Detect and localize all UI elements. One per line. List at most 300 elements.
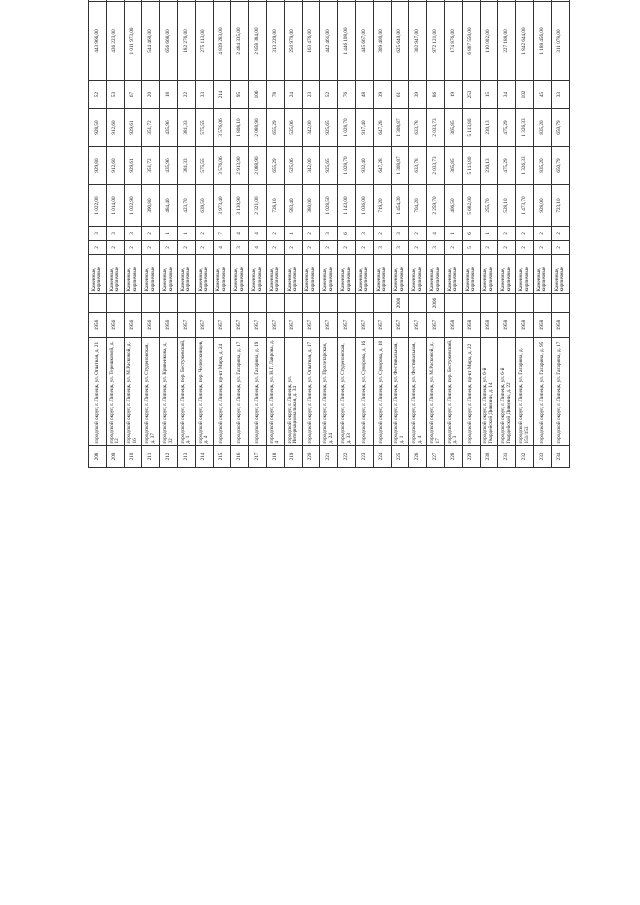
cell-cost: 443 966,00	[89, 2, 107, 81]
cell-year2	[213, 294, 231, 313]
cell-year2	[266, 294, 284, 313]
cell-cost: 313 229,00	[266, 2, 284, 81]
cell-c1	[106, 0, 124, 2]
cell-area-living: 342,00	[302, 147, 320, 185]
cell-address: городской округ, г. Липецк, ул. 6-й Гвардейской Дивизии, д. 22	[498, 338, 516, 446]
cell-year: 1957	[177, 313, 195, 338]
cell-area-res: 633,78	[409, 109, 427, 147]
cell-floors: 2	[266, 241, 284, 255]
cell-floors: 5	[462, 241, 480, 255]
table-body	[89, 0, 570, 468]
cell-year2: 2006	[427, 294, 445, 313]
cell-no: 215	[213, 446, 231, 468]
cell-area-living: 381,33	[177, 147, 195, 185]
table-row	[409, 0, 427, 468]
cell-area-living: 1 308,87	[391, 147, 409, 185]
cell-c1	[462, 0, 480, 2]
cell-residents: 106	[249, 81, 267, 109]
cell-year: 1956	[106, 313, 124, 338]
cell-year: 1956	[160, 313, 178, 338]
cell-residents: 20	[142, 81, 160, 109]
cell-no: 224	[373, 446, 391, 468]
cell-area-res: 1 808,10	[231, 109, 249, 147]
cell-wall: Каменные, кирпичные	[320, 255, 338, 294]
cell-wall: Каменные, кирпичные	[551, 255, 569, 294]
cell-area-living: 3 576,06	[213, 147, 231, 185]
cell-no: 222	[338, 446, 356, 468]
cell-address: городской округ, г. Липецк, ул. М.Расковой, д. 16	[124, 338, 142, 446]
cell-area-living: 650,79	[551, 147, 569, 185]
cell-area-total: 3 973,40	[213, 185, 231, 227]
cell-entrances: 6	[338, 227, 356, 241]
cell-residents: 61	[391, 81, 409, 109]
cell-floors: 3	[427, 241, 445, 255]
cell-year: 1958	[516, 313, 534, 338]
table-row	[516, 0, 534, 468]
cell-entrances: 4	[249, 227, 267, 241]
cell-c1	[444, 0, 462, 2]
cell-no: 230	[480, 446, 498, 468]
cell-wall: Каменные, кирпичные	[160, 255, 178, 294]
cell-year2	[480, 294, 498, 313]
cell-residents: 34	[498, 81, 516, 109]
cell-residents: 18	[160, 81, 178, 109]
cell-wall: Каменные, кирпичные	[391, 255, 409, 294]
cell-floors: 2	[124, 241, 142, 255]
cell-area-total: 5 682,00	[462, 185, 480, 227]
cell-no: 216	[231, 446, 249, 468]
cell-floors: 2	[89, 241, 107, 255]
cell-area-res: 2 033,73	[427, 109, 445, 147]
cell-address: городской округ, г. Липецк, ул. Гагарина, д. 17	[551, 338, 569, 446]
cell-area-total: 639,50	[195, 185, 213, 227]
cell-no: 212	[160, 446, 178, 468]
cell-area-res: 575,55	[195, 109, 213, 147]
cell-wall: Каменные, кирпичные	[444, 255, 462, 294]
cell-year: 1957	[195, 313, 213, 338]
cell-floors: 2	[355, 241, 373, 255]
cell-area-total: 423,70	[177, 185, 195, 227]
table-row	[498, 0, 516, 468]
cell-area-total: 1 473,70	[516, 185, 534, 227]
cell-no: 218	[266, 446, 284, 468]
cell-year2	[355, 294, 373, 313]
cell-entrances: 4	[427, 227, 445, 241]
cell-residents: 15	[480, 81, 498, 109]
cell-c1	[533, 0, 551, 2]
table-row	[551, 0, 569, 468]
cell-no: 234	[551, 446, 569, 468]
cell-no: 220	[302, 446, 320, 468]
table-row	[89, 0, 107, 468]
table-row	[124, 0, 142, 468]
cell-no: 208	[89, 446, 107, 468]
cell-address: городской округ, г. Липецк, ул. Гагарина, д. 17	[231, 338, 249, 446]
cell-year2	[160, 294, 178, 313]
cell-area-total: 484,40	[160, 185, 178, 227]
cell-area-total: 528,10	[498, 185, 516, 227]
cell-c1	[195, 0, 213, 2]
cell-area-total: 704,20	[409, 185, 427, 227]
cell-year: 1957	[302, 313, 320, 338]
cell-cost: 1 446 108,00	[338, 2, 356, 81]
cell-area-res: 525,06	[284, 109, 302, 147]
cell-area-res: 1 028,70	[338, 109, 356, 147]
cell-wall: Каменные, кирпичные	[480, 255, 498, 294]
cell-wall: Каменные, кирпичные	[516, 255, 534, 294]
cell-area-total: 1 032,90	[124, 185, 142, 227]
cell-address: городской округ, г. Липецк, пер. Бестужевский, д. 3	[444, 338, 462, 446]
cell-residents: 48	[355, 81, 373, 109]
cell-no: 213	[177, 446, 195, 468]
cell-c1	[373, 0, 391, 2]
cell-area-total: 719,20	[373, 185, 391, 227]
cell-residents: 76	[338, 81, 356, 109]
table-row	[231, 0, 249, 468]
cell-wall: Каменные, кирпичные	[355, 255, 373, 294]
cell-area-res: 928,50	[89, 109, 107, 147]
cell-no: 214	[195, 446, 213, 468]
cell-no: 225	[391, 446, 409, 468]
cell-floors: 2	[516, 241, 534, 255]
cell-residents: 45	[533, 81, 551, 109]
cell-area-living: 365,85	[444, 147, 462, 185]
cell-c1	[160, 0, 178, 2]
cell-entrances: 2	[516, 227, 534, 241]
cell-area-living: 2 088,90	[249, 147, 267, 185]
table-row	[391, 0, 409, 468]
cell-area-res: 3 576,06	[213, 109, 231, 147]
cell-address: городской округ, г. Липецк, пер. Бестужевский, д. 1	[177, 338, 195, 446]
cell-year2	[338, 294, 356, 313]
cell-area-living: 912,60	[106, 147, 124, 185]
cell-floors: 2	[444, 241, 462, 255]
cell-address: городской округ, г. Липецк, ул. Гагарина, д. 151/153	[516, 338, 534, 446]
cell-c1	[480, 0, 498, 2]
cell-cost: 309 400,00	[373, 2, 391, 81]
cell-area-res: 929,61	[124, 109, 142, 147]
cell-year: 1958	[444, 313, 462, 338]
cell-c1	[391, 0, 409, 2]
cell-wall: Каменные, кирпичные	[249, 255, 267, 294]
cell-area-res: 655,29	[266, 109, 284, 147]
cell-cost: 2 484 335,00	[231, 2, 249, 81]
housing-table	[88, 0, 570, 468]
cell-no: 210	[124, 446, 142, 468]
cell-wall: Каменные, кирпичные	[284, 255, 302, 294]
cell-residents: 23	[302, 81, 320, 109]
cell-year: 1957	[373, 313, 391, 338]
cell-c1	[284, 0, 302, 2]
cell-entrances: 2	[409, 227, 427, 241]
cell-entrances: 1	[177, 227, 195, 241]
cell-area-living: 2 033,73	[427, 147, 445, 185]
cell-cost: 436 223,00	[106, 2, 124, 81]
cell-area-living: 929,80	[89, 147, 107, 185]
cell-area-total: 1 028,50	[320, 185, 338, 227]
cell-area-res: 647,28	[373, 109, 391, 147]
cell-floors: 2	[551, 241, 569, 255]
cell-residents: 95	[231, 81, 249, 109]
cell-address: городской округ, г. Липецк, ул. Гагарина, д. 95	[533, 338, 551, 446]
cell-cost: 250 979,00	[284, 2, 302, 81]
cell-wall: Каменные, кирпичные	[195, 255, 213, 294]
cell-year: 1957	[231, 313, 249, 338]
table-row	[106, 0, 124, 468]
table-row	[249, 0, 267, 468]
cell-area-total: 1 036,00	[355, 185, 373, 227]
cell-c1	[266, 0, 284, 2]
cell-residents: 19	[444, 81, 462, 109]
cell-area-total: 928,00	[533, 185, 551, 227]
cell-residents: 22	[177, 81, 195, 109]
cell-wall: Каменные, кирпичные	[302, 255, 320, 294]
cell-area-res: 925,65	[320, 109, 338, 147]
cell-year: 1956	[89, 313, 107, 338]
cell-no: 223	[355, 446, 373, 468]
cell-floors: 2	[533, 241, 551, 255]
cell-no: 232	[516, 446, 534, 468]
cell-floors: 2	[177, 241, 195, 255]
cell-wall: Каменные, кирпичные	[231, 255, 249, 294]
cell-entrances: 3	[106, 227, 124, 241]
cell-floors: 3	[391, 241, 409, 255]
cell-floors: 2	[195, 241, 213, 255]
cell-floors: 2	[284, 241, 302, 255]
cell-address: городской округ, г. Липецк, ул. Опытная, д. 21	[89, 338, 107, 446]
cell-no: 233	[533, 446, 551, 468]
cell-year: 1957	[391, 313, 409, 338]
cell-c1	[231, 0, 249, 2]
cell-cost: 275 113,00	[195, 2, 213, 81]
cell-year2	[533, 294, 551, 313]
cell-year2	[195, 294, 213, 313]
cell-entrances: 6	[462, 227, 480, 241]
cell-wall: Каменные, кирпичные	[427, 255, 445, 294]
cell-floors: 4	[213, 241, 231, 255]
cell-year: 1957	[213, 313, 231, 338]
cell-floors: 3	[373, 241, 391, 255]
cell-entrances: 1	[160, 227, 178, 241]
cell-area-res: 475,29	[498, 109, 516, 147]
cell-no: 219	[284, 446, 302, 468]
cell-address: городской округ, г. Липецк, ул. Интернациональная, д. 34	[284, 338, 302, 446]
cell-floors: 2	[160, 241, 178, 255]
cell-residents: 78	[266, 81, 284, 109]
cell-area-res: 650,79	[551, 109, 569, 147]
cell-c1	[338, 0, 356, 2]
cell-no: 227	[427, 446, 445, 468]
cell-c1	[427, 0, 445, 2]
cell-floors: 3	[231, 241, 249, 255]
cell-c1	[249, 0, 267, 2]
cell-area-res: 435,96	[160, 109, 178, 147]
cell-c1	[355, 0, 373, 2]
cell-c1	[302, 0, 320, 2]
cell-address: городской округ, г. Липецк, ул. Опытная, д. 17	[302, 338, 320, 446]
table-row	[266, 0, 284, 468]
table-row	[160, 0, 178, 468]
cell-year2	[444, 294, 462, 313]
cell-entrances: 2	[551, 227, 569, 241]
cell-address: городской округ, г. Липецк, пр-кт Мира, д. 22	[462, 338, 480, 446]
cell-area-total: 390,80	[142, 185, 160, 227]
cell-year2	[320, 294, 338, 313]
cell-entrances: 3	[124, 227, 142, 241]
cell-c1	[89, 0, 107, 2]
cell-area-total: 728,10	[266, 185, 284, 227]
cell-cost: 110 002,00	[480, 2, 498, 81]
cell-floors: 4	[249, 241, 267, 255]
cell-address: городской округ, г. Липецк, ул. 6-й Гвардейской Дивизии, д. 14	[480, 338, 498, 446]
cell-address: городской округ, г. Липецк, ул. Фестивальная, д. 1	[391, 338, 409, 446]
cell-address: городской округ, г. Липецк, ул. Фестивальная, д. 4	[409, 338, 427, 446]
cell-year2	[302, 294, 320, 313]
cell-c1	[177, 0, 195, 2]
cell-entrances: 3	[391, 227, 409, 241]
cell-address: городской округ, г. Липецк, ул. Студеновская, д. 37	[142, 338, 160, 446]
cell-area-total: 406,50	[444, 185, 462, 227]
cell-area-res: 342,00	[302, 109, 320, 147]
cell-area-total: 3 130,90	[231, 185, 249, 227]
rotated-table-wrapper	[88, 0, 566, 468]
cell-cost: 182 276,00	[177, 2, 195, 81]
cell-cost: 163 476,00	[302, 2, 320, 81]
cell-area-living: 835,20	[533, 147, 551, 185]
cell-residents: 24	[284, 81, 302, 109]
cell-cost: 442 461,00	[320, 2, 338, 81]
cell-address: городской округ, г. Липецк, ул. Н.Г. Лаврова, д. 4	[266, 338, 284, 446]
cell-area-living: 633,78	[409, 147, 427, 185]
cell-wall: Каменные, кирпичные	[462, 255, 480, 294]
cell-year2: 2008	[391, 294, 409, 313]
cell-area-total: 1 014,00	[106, 185, 124, 227]
cell-year: 1957	[409, 313, 427, 338]
table-row	[195, 0, 213, 468]
cell-area-res: 1 326,33	[516, 109, 534, 147]
cell-residents: 39	[373, 81, 391, 109]
cell-year: 1958	[498, 313, 516, 338]
cell-entrances: 3	[355, 227, 373, 241]
cell-no: 217	[249, 446, 267, 468]
cell-cost: 625 640,00	[391, 2, 409, 81]
cell-floors: 2	[409, 241, 427, 255]
cell-address: городской округ, г. Липецк, ул. Суворова, д. 18	[373, 338, 391, 446]
cell-residents: 86	[427, 81, 445, 109]
cell-wall: Каменные, кирпичные	[266, 255, 284, 294]
cell-area-living: 5 113,80	[462, 147, 480, 185]
cell-area-living: 647,28	[373, 147, 391, 185]
cell-area-total: 380,00	[302, 185, 320, 227]
cell-entrances: 3	[320, 227, 338, 241]
cell-cost: 1 842 644,00	[516, 2, 534, 81]
cell-floors: 2	[106, 241, 124, 255]
cell-c1	[551, 0, 569, 2]
cell-year: 1957	[284, 313, 302, 338]
cell-residents: 214	[213, 81, 231, 109]
cell-cost: 1 011 973,00	[124, 2, 142, 81]
cell-area-living: 435,96	[160, 147, 178, 185]
table-row	[142, 0, 160, 468]
cell-area-living: 351,72	[142, 147, 160, 185]
cell-year2	[231, 294, 249, 313]
cell-entrances: 1	[284, 227, 302, 241]
cell-cost: 227 188,00	[498, 2, 516, 81]
table-row	[462, 0, 480, 468]
cell-year2	[551, 294, 569, 313]
cell-year2	[177, 294, 195, 313]
cell-entrances: 7	[213, 227, 231, 241]
cell-cost: 311 078,00	[551, 2, 569, 81]
cell-no: 231	[498, 446, 516, 468]
cell-year: 1957	[320, 313, 338, 338]
table-row	[302, 0, 320, 468]
cell-year2	[373, 294, 391, 313]
cell-wall: Каменные, кирпичные	[89, 255, 107, 294]
cell-year2	[516, 294, 534, 313]
cell-entrances: 1	[444, 227, 462, 241]
cell-wall: Каменные, кирпичные	[338, 255, 356, 294]
cell-address: городской округ, г. Липецк, ул. Студеновская, д. 33	[338, 338, 356, 446]
table-row	[533, 0, 551, 468]
cell-area-living: 929,61	[124, 147, 142, 185]
cell-area-living: 525,06	[284, 147, 302, 185]
cell-entrances: 1	[480, 227, 498, 241]
cell-residents: 33	[195, 81, 213, 109]
cell-address: городской округ, г. Липецк, ул. Гагарина, д. 19	[249, 338, 267, 446]
cell-area-living: 932,40	[355, 147, 373, 185]
cell-address: городской округ, г. Липецк, ул. Кривенкова, д. 32	[160, 338, 178, 446]
cell-cost: 2 858 384,00	[249, 2, 267, 81]
cell-year: 1957	[266, 313, 284, 338]
cell-c1	[213, 0, 231, 2]
table-row	[177, 0, 195, 468]
table-row	[213, 0, 231, 468]
cell-year: 1956	[124, 313, 142, 338]
cell-wall: Каменные, кирпичные	[177, 255, 195, 294]
cell-area-total: 2 259,70	[427, 185, 445, 227]
cell-area-total: 583,40	[284, 185, 302, 227]
cell-residents: 39	[409, 81, 427, 109]
cell-address: городской округ, г. Липецк, ул. М.Расковой, д. 17	[427, 338, 445, 446]
cell-cost: 445 667,00	[355, 2, 373, 81]
cell-area-living: 655,29	[266, 147, 284, 185]
cell-area-total: 2 321,00	[249, 185, 267, 227]
cell-wall: Каменные, кирпичные	[373, 255, 391, 294]
cell-area-res: 230,13	[480, 109, 498, 147]
cell-floors: 2	[320, 241, 338, 255]
cell-c1	[124, 0, 142, 2]
cell-floors: 2	[338, 241, 356, 255]
cell-residents: 52	[89, 81, 107, 109]
table-row	[284, 0, 302, 468]
cell-area-living: 1 028,70	[338, 147, 356, 185]
cell-area-living: 925,65	[320, 147, 338, 185]
cell-year: 1957	[338, 313, 356, 338]
cell-no: 221	[320, 446, 338, 468]
cell-residents: 53	[106, 81, 124, 109]
cell-area-res: 917,40	[355, 109, 373, 147]
cell-c1	[320, 0, 338, 2]
cell-wall: Каменные, кирпичные	[533, 255, 551, 294]
cell-entrances: 2	[266, 227, 284, 241]
table-row	[427, 0, 445, 468]
cell-floors: 2	[498, 241, 516, 255]
cell-area-living: 475,29	[498, 147, 516, 185]
cell-floors: 2	[480, 241, 498, 255]
cell-address: городской округ, г. Липецк, ул. Суворова, д. 16	[355, 338, 373, 446]
cell-year: 1957	[355, 313, 373, 338]
